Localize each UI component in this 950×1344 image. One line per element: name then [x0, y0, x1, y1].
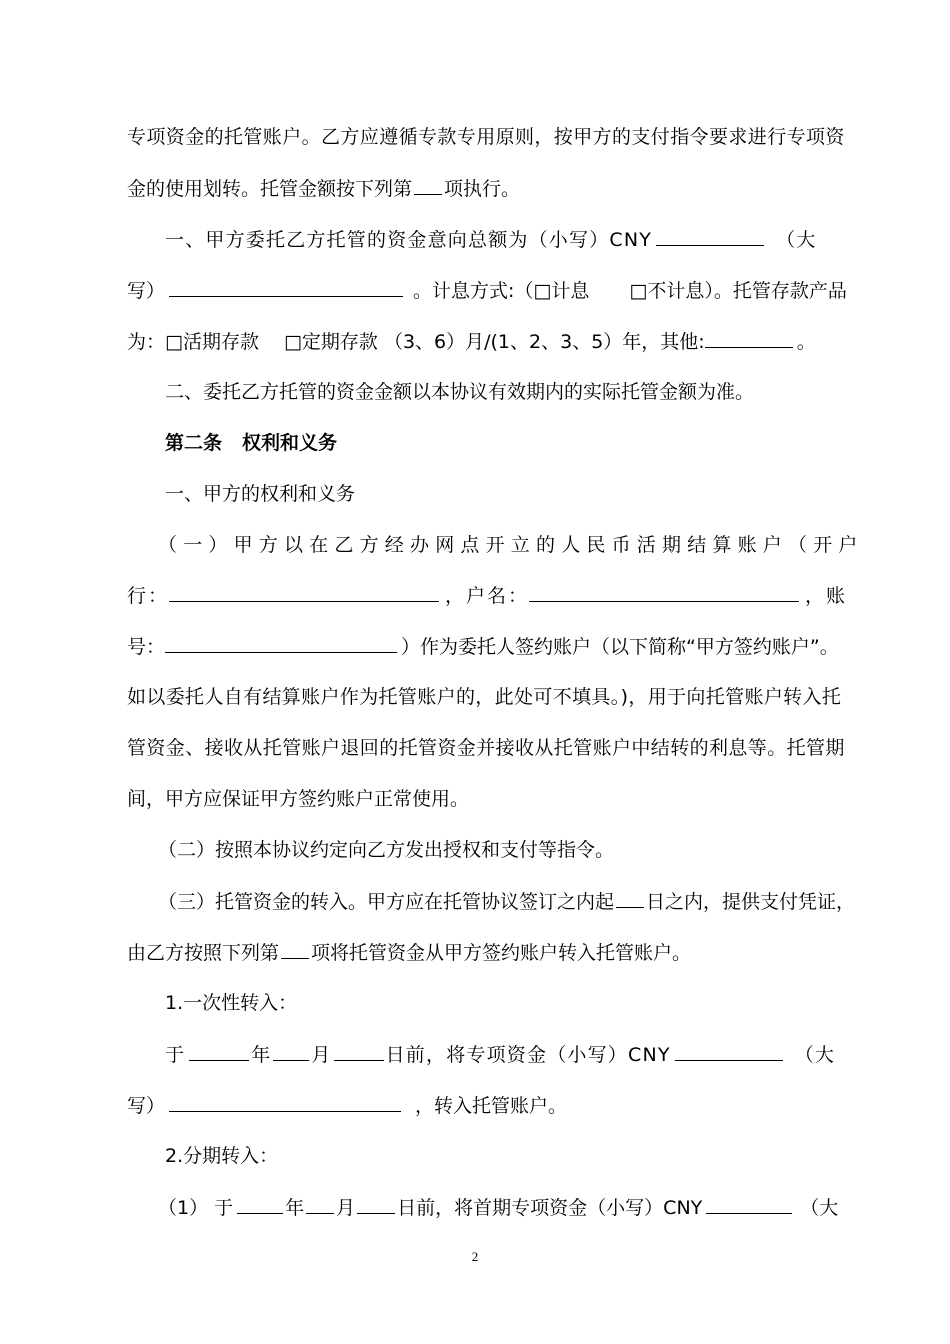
text-line	[127, 786, 469, 812]
text: （二）按照本协议约定向乙方发出授权和支付等指令。	[158, 839, 615, 861]
text-line	[165, 1041, 835, 1068]
text-line	[127, 633, 839, 660]
blank-underline	[357, 1194, 395, 1214]
text: 日前，将首期专项资金（小写）CNY	[397, 1197, 703, 1219]
text-line	[127, 684, 841, 710]
text: ）作为委托人签约账户（以下简称“甲方签约账户”。	[401, 636, 839, 658]
text: （大	[776, 229, 817, 251]
text: 间，甲方应保证甲方签约账户正常使用。	[127, 788, 470, 810]
text: ，账	[805, 585, 848, 607]
text: 月	[311, 1044, 332, 1066]
text-line	[165, 481, 355, 507]
text: 项执行。	[444, 178, 521, 200]
text: 写）	[127, 280, 166, 302]
text: 管资金、接收从托管账户退回的托管资金并接收从托管账户中结转的利息等。托管期	[127, 737, 845, 759]
text: 。计息方式:（□计息	[413, 280, 590, 302]
blank-underline	[165, 633, 397, 653]
text-line	[127, 124, 845, 150]
text-line	[158, 837, 614, 863]
text: 金的使用划转。托管金额按下列第	[127, 178, 413, 200]
blank-underline	[675, 1041, 783, 1061]
blank-underline	[656, 226, 764, 246]
text-line	[127, 277, 847, 304]
text-line	[127, 735, 845, 761]
blank-underline	[616, 888, 644, 908]
text: （1） 于	[158, 1197, 234, 1219]
blank-underline	[169, 277, 403, 297]
text: 年	[285, 1197, 305, 1219]
text: 一、甲方委托乙方托管的资金意向总额为（小写）CNY	[165, 229, 653, 251]
blank-underline	[189, 1041, 249, 1061]
blank-underline	[237, 1194, 283, 1214]
text: 行：	[127, 585, 170, 607]
text-line	[165, 226, 817, 253]
text-line	[127, 939, 691, 966]
text-line	[158, 532, 864, 558]
text: （大	[794, 1044, 836, 1066]
blank-underline	[706, 1194, 792, 1214]
text: 2.分期转入：	[165, 1145, 279, 1167]
text-line	[165, 379, 754, 405]
text: 。	[796, 331, 816, 353]
text: 由乙方按照下列第	[127, 942, 280, 964]
text: 专项资金的托管账户。乙方应遵循专款专用原则，按甲方的支付指令要求进行专项资	[127, 126, 845, 148]
blank-underline	[705, 328, 793, 348]
text-line	[127, 175, 520, 202]
blank-underline	[169, 1092, 401, 1112]
blank-underline	[281, 939, 309, 959]
blank-underline	[169, 582, 439, 602]
blank-underline	[529, 582, 799, 602]
text: 二、委托乙方托管的资金金额以本协议有效期内的实际托管金额为准。	[165, 381, 755, 403]
article-number: 第二条	[165, 432, 223, 454]
text: 写）	[127, 1095, 166, 1117]
section-heading	[165, 430, 337, 456]
text-line	[127, 582, 847, 609]
text-line	[165, 1143, 278, 1169]
text: ，转入托管账户。	[415, 1095, 568, 1117]
blank-underline	[334, 1041, 384, 1061]
text-line	[127, 328, 816, 355]
text-line	[158, 1194, 838, 1221]
text-line	[127, 1092, 567, 1119]
article-title: 权利和义务	[242, 432, 338, 454]
text: （三）托管资金的转入。甲方应在托管协议签订之内起	[158, 891, 615, 913]
text: 如以委托人自有结算账户作为托管账户的，此处可不填具。)，用于向托管账户转入托	[127, 686, 842, 708]
text: 于	[165, 1044, 186, 1066]
text: 一、甲方的权利和义务	[165, 483, 356, 505]
text-line	[165, 990, 297, 1016]
text: 年	[251, 1044, 272, 1066]
text: 号：	[127, 636, 166, 658]
blank-underline	[306, 1194, 334, 1214]
text: 日之内，提供支付凭证，	[646, 891, 856, 913]
text: 月	[336, 1197, 356, 1219]
text-line	[158, 888, 855, 915]
blank-underline	[273, 1041, 309, 1061]
page-number: 2	[471, 1249, 479, 1264]
blank-underline	[414, 175, 442, 195]
text: 1.一次性转入：	[165, 992, 298, 1014]
text: （一）甲方以在乙方经办网点开立的人民币活期结算账户（开户	[158, 534, 864, 556]
text: □定期存款 （3、6）月/(1、2、3、5）年，其他:	[283, 331, 705, 353]
text: 项将托管资金从甲方签约账户转入托管账户。	[311, 942, 692, 964]
text: （大	[800, 1197, 839, 1219]
text: □不计息）。托管存款产品	[629, 280, 847, 302]
text: 日前，将专项资金（小写）CNY	[385, 1044, 671, 1066]
text: 为：□活期存款	[127, 331, 259, 353]
text: ，户名：	[445, 585, 530, 607]
